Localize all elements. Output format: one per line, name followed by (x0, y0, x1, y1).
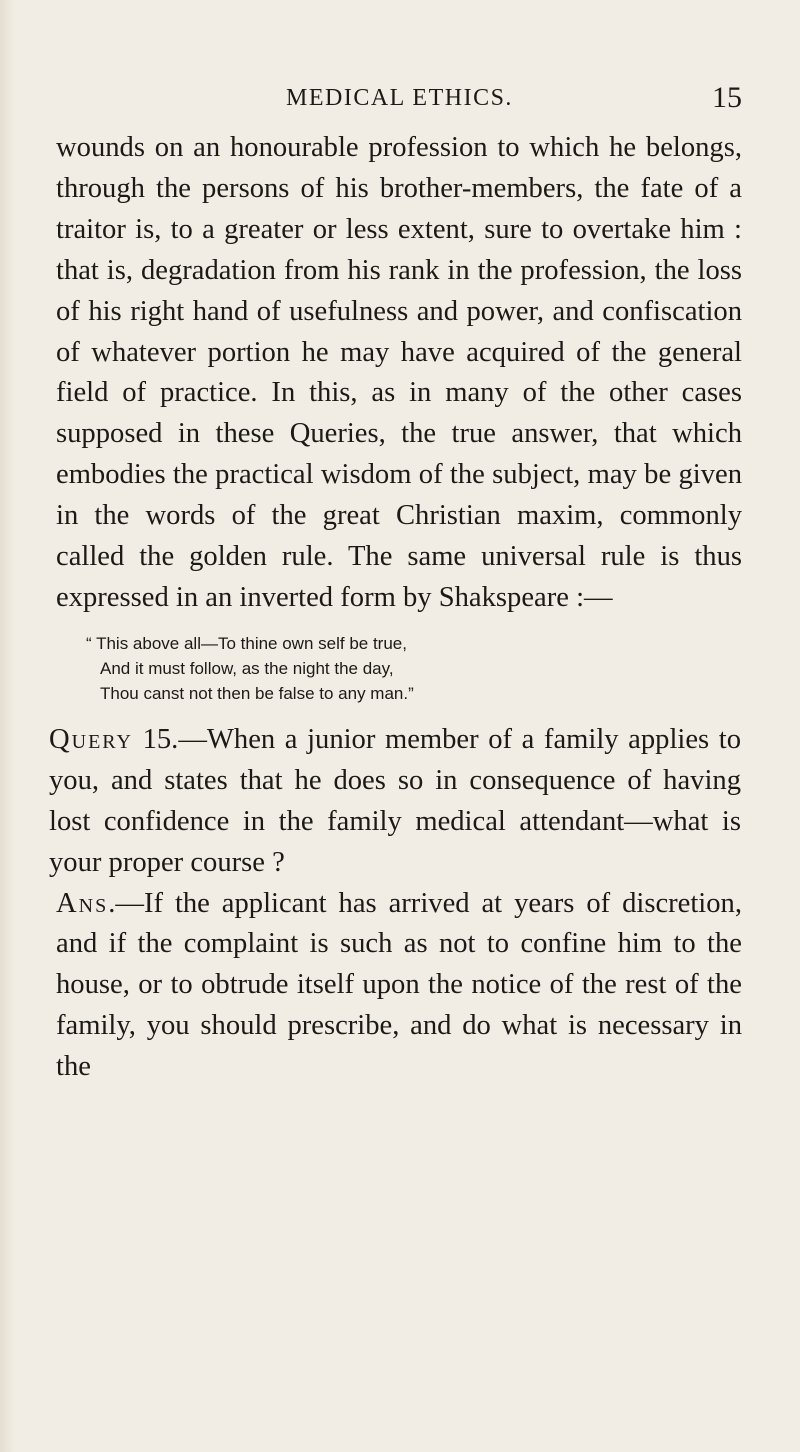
shakespeare-quotation (56, 631, 742, 706)
page-header (286, 78, 742, 118)
page-number: 15 (712, 81, 742, 114)
verse-line-1: “ This above all—To thine own self be true, (86, 633, 407, 653)
running-head: MEDICAL ETHICS. (286, 85, 513, 111)
verse-line-3: Thou canst not then be false to any man.” (100, 683, 414, 703)
answer-label: Ans (56, 887, 109, 919)
paragraph-continuation: wounds on an honourable profession to which he belongs, through the persons of his brother-members, the fate of a traitor is, to a greater or less extent, sure to overtake him : that is, degradation from his rank in the profession, the loss of his right hand of usefulness and power, and confiscation of whatever portion he may have acquired of the general field of practice. In this, as in many of the other cases supposed in these Queries, the true answer, that which embodies the practical wisdom of the subject, may be given in the words of the great Christian maxim, commonly called the golden rule. The same universal rule is thus expressed in an inverted form by Shakspeare :— (56, 132, 742, 613)
query-text: 15.—When a junior member of a family applies to you, and states that he does so in consequence of having lost confidence in the family medical attendant—what is your proper course ? (49, 723, 741, 878)
verse-line-2: And it must follow, as the night the day, (100, 658, 394, 678)
answer-paragraph (56, 884, 742, 1089)
answer-text: .—If the applicant has arrived at years of discretion, and if the complaint is such as not to confine him to the house, or to obtrude itself upon the notice of the rest of the family, you should prescribe, and do what is necessary in the (56, 887, 742, 1083)
query-label: Query (49, 723, 133, 755)
body-text (49, 128, 742, 1088)
binding-shadow (0, 0, 14, 1452)
query-paragraph (49, 720, 741, 884)
